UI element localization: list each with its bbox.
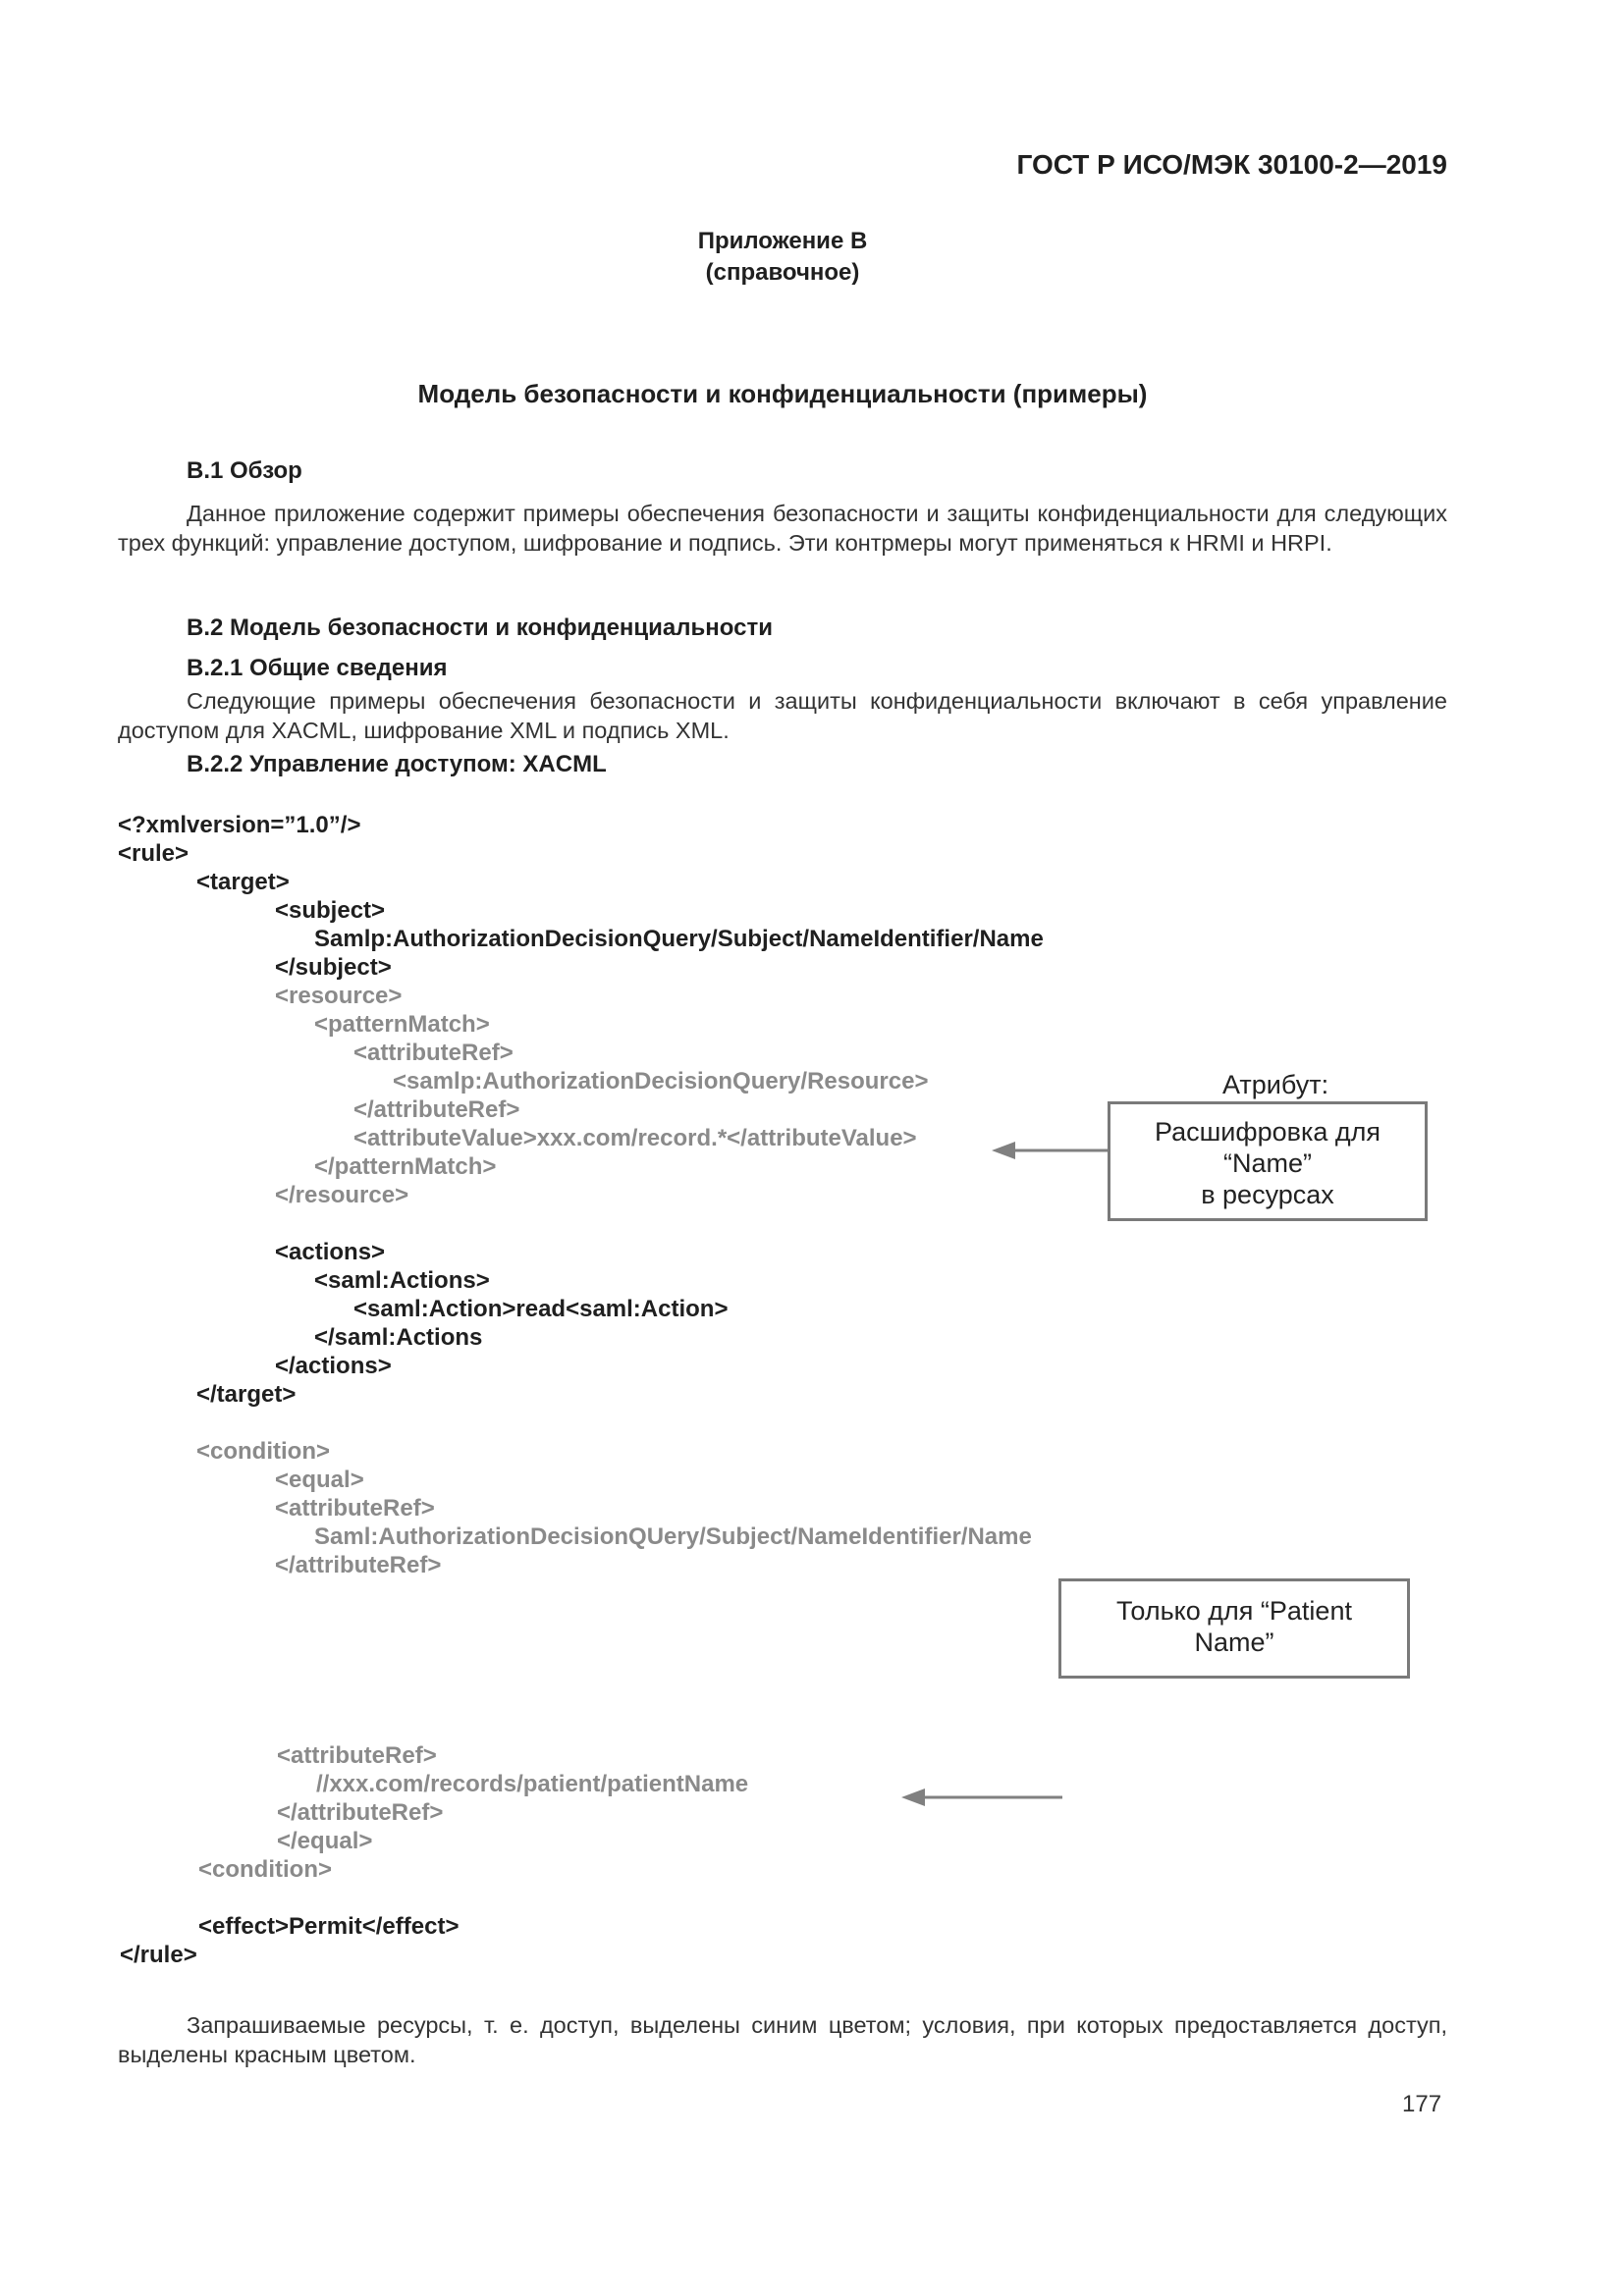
code-line: </attributeRef> xyxy=(275,1552,442,1578)
code-line: <effect>Permit</effect> xyxy=(198,1913,460,1940)
code-line: </subject> xyxy=(275,954,392,981)
code-line: </rule> xyxy=(120,1942,197,1968)
attribute-callout-line1: Расшифровка для xyxy=(1154,1117,1380,1147)
section-b1-text: Данное приложение содержит примеры обеспечения безопасности и защиты конфиденциальности для следующих трех функций: управление доступом, шифрование и подпись. Эти контрмеры могут применяться к HRMI и HRPI. xyxy=(118,501,1447,556)
appendix-kind: (справочное) xyxy=(705,259,860,286)
code-line: <condition> xyxy=(198,1856,333,1883)
code-line: <patternMatch> xyxy=(314,1011,490,1038)
section-b2-heading: В.2 Модель безопасности и конфиденциальности xyxy=(187,614,773,641)
section-b22-heading: В.2.2 Управление доступом: XACML xyxy=(187,751,607,777)
attribute-callout-line3: в ресурсах xyxy=(1201,1180,1334,1209)
patient-callout-line1: Только для “Patient xyxy=(1116,1596,1352,1626)
code-line: <saml:Action>read<saml:Action> xyxy=(353,1296,729,1322)
footer-paragraph: Запрашиваемые ресурсы, т. е. доступ, выделены синим цветом; условия, при которых предоставляется доступ, выделены красным цветом. xyxy=(118,2012,1447,2067)
page-number: 177 xyxy=(1402,2091,1442,2117)
standard-code: ГОСТ Р ИСО/МЭК 30100-2—2019 xyxy=(1016,149,1447,180)
arrow-icon xyxy=(901,1789,1062,1806)
appendix-title: Приложение В xyxy=(697,228,868,254)
section-b21-text: Следующие примеры обеспечения безопасности и защиты конфиденциальности включают в себя управление доступом для XACML, шифрование XML и подпись XML. xyxy=(118,688,1447,743)
code-line: </equal> xyxy=(277,1828,373,1854)
code-line: </actions> xyxy=(275,1353,392,1379)
arrow-icon xyxy=(992,1142,1108,1159)
code-line: </attributeRef> xyxy=(353,1096,520,1123)
section-b1-heading: В.1 Обзор xyxy=(187,457,302,484)
code-line: <subject> xyxy=(275,897,386,924)
code-line: <attributeRef> xyxy=(275,1495,435,1522)
code-line: //xxx.com/records/patient/patientName xyxy=(316,1771,749,1797)
code-line: </attributeRef> xyxy=(277,1799,444,1826)
code-line: <?xmlversion=”1.0”/> xyxy=(118,812,361,838)
code-line: <condition> xyxy=(196,1438,331,1465)
section-b21-heading: В.2.1 Общие сведения xyxy=(187,655,448,681)
code-line: Samlp:AuthorizationDecisionQuery/Subject/NameIdentifier/Name xyxy=(314,926,1044,952)
code-line: </target> xyxy=(196,1381,297,1408)
code-line: <attributeValue>xxx.com/record.*</attributeValue> xyxy=(353,1125,917,1151)
document-title: Модель безопасности и конфиденциальности (примеры) xyxy=(417,379,1148,408)
attribute-callout-label: Атрибут: xyxy=(1222,1070,1329,1099)
code-line: <saml:Actions> xyxy=(314,1267,490,1294)
code-line: <equal> xyxy=(275,1467,364,1493)
code-line: <actions> xyxy=(275,1239,386,1265)
patient-callout-line2: Name” xyxy=(1194,1628,1274,1657)
code-line: Saml:AuthorizationDecisionQUery/Subject/NameIdentifier/Name xyxy=(314,1523,1032,1550)
code-line: <target> xyxy=(196,869,290,895)
code-line: </saml:Actions xyxy=(314,1324,483,1351)
code-line: </patternMatch> xyxy=(314,1153,497,1180)
code-line: <rule> xyxy=(118,840,189,867)
code-line: <samlp:AuthorizationDecisionQuery/Resource> xyxy=(393,1068,929,1095)
code-line: <attributeRef> xyxy=(353,1040,514,1066)
code-line: <resource> xyxy=(275,983,403,1009)
code-line: </resource> xyxy=(275,1182,409,1208)
attribute-callout-line2: “Name” xyxy=(1222,1148,1312,1178)
code-line: <attributeRef> xyxy=(277,1742,437,1769)
